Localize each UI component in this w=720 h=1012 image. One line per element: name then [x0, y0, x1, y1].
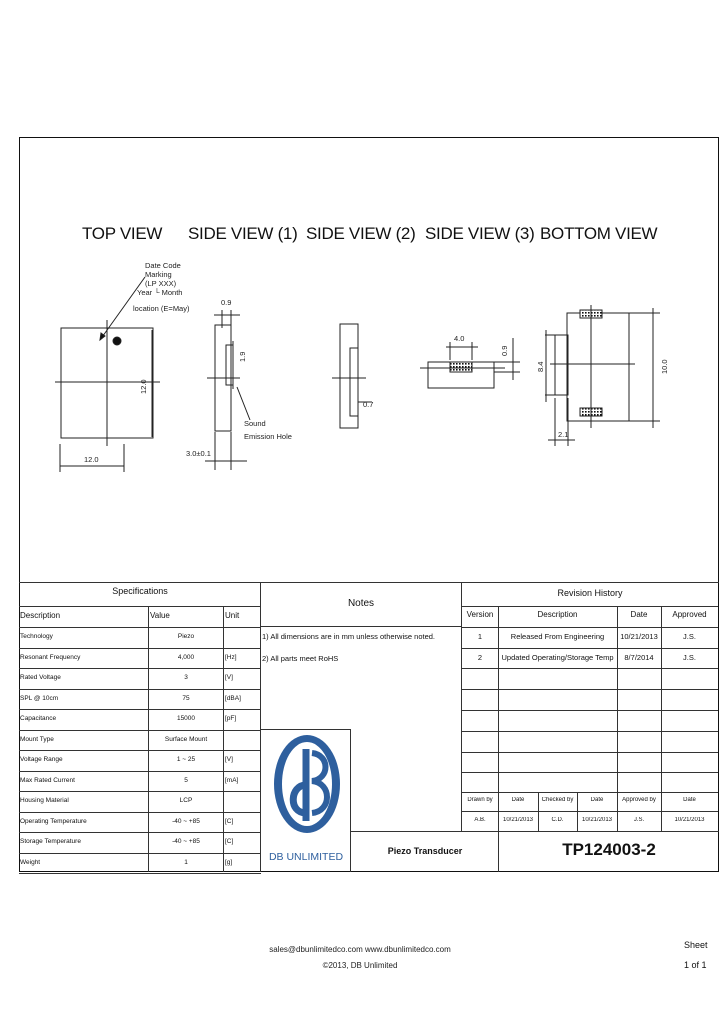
- spec-row-divider: [19, 771, 261, 772]
- revision-row-divider: [462, 772, 718, 773]
- spec-cell: 3: [184, 674, 188, 681]
- signoff-row-divider: [462, 811, 718, 812]
- signoff-header: Date: [590, 797, 604, 803]
- signoff-header: Drawn by: [467, 797, 493, 803]
- signoff-value: J.S.: [633, 817, 645, 823]
- spec-cell: Max Rated Current: [20, 776, 75, 784]
- revision-cell: J.S.: [683, 631, 696, 641]
- revision-cell: 10/21/2013: [620, 631, 658, 641]
- spec-cell: [dBA]: [225, 694, 241, 702]
- side-view-3-title: SIDE VIEW (3): [425, 224, 535, 243]
- side3-height-dim: 0.9: [500, 345, 509, 356]
- revision-row-divider: [462, 710, 718, 711]
- revision-column-header: Approved: [672, 610, 707, 619]
- revision-column-header: Version: [466, 610, 494, 619]
- logo-text: DB UNLIMITED: [268, 851, 344, 863]
- db-logo-icon: [268, 733, 346, 838]
- spec-row-divider: [19, 648, 261, 649]
- signoff-value: A.B.: [474, 817, 486, 823]
- bottom-outer-dim: 10.0: [660, 359, 669, 374]
- note-1: 1) All dimensions are in mm unless otherwise noted.: [262, 632, 435, 641]
- spec-cell: [Hz]: [225, 653, 237, 661]
- side1-total-dim: 3.0±0.1: [186, 449, 211, 458]
- bottom-view-title: BOTTOM VIEW: [540, 224, 658, 243]
- revision-history-title: Revision History: [557, 588, 623, 598]
- spec-cell: 4,000: [177, 653, 195, 661]
- revision-row-divider: [462, 752, 718, 753]
- top-height-dim: 12.0: [139, 379, 148, 394]
- sheet-label: Sheet: [684, 940, 708, 950]
- revision-row-divider: [462, 648, 718, 649]
- spec-cell: Voltage Range: [20, 756, 63, 763]
- bottom-inner-dim: 8.4: [536, 361, 545, 372]
- spec-cell: [V]: [225, 674, 233, 681]
- bottom-view: [545, 305, 660, 446]
- spec-column-header: Description: [20, 611, 61, 620]
- revision-column-header: Description: [537, 610, 578, 619]
- spec-cell: 15000: [176, 715, 196, 722]
- signoff-header: Date: [683, 797, 696, 803]
- revision-cell: Released From Engineering: [510, 631, 605, 641]
- marking-note-2: Marking: [145, 270, 172, 279]
- side-view-2: [332, 324, 372, 428]
- spec-cell: -40 ~ +85: [172, 817, 200, 825]
- side-view-3: [420, 338, 520, 388]
- side-view-2-title: SIDE VIEW (2): [306, 224, 416, 243]
- revision-row-divider: [462, 627, 718, 628]
- side2-gap-dim: 0.7: [363, 400, 374, 409]
- marking-note-5: location (E=May): [133, 304, 190, 313]
- marking-note-1: Date Code: [145, 261, 181, 270]
- revision-row-divider: [462, 668, 718, 669]
- notes-title: Notes: [347, 598, 375, 609]
- spec-row-divider: [19, 791, 261, 792]
- marking-note-3: (LP XXX): [145, 279, 177, 288]
- revision-cell: Updated Operating/Storage Temp: [501, 652, 614, 662]
- spec-row-divider: [19, 832, 261, 833]
- revision-cell: J.S.: [683, 652, 696, 662]
- signoff-header: Date: [511, 797, 525, 803]
- spec-row-divider: [19, 668, 261, 669]
- spec-row-divider: [19, 627, 261, 628]
- spec-cell: Piezo: [177, 633, 195, 640]
- spec-cell: 5: [184, 776, 188, 784]
- spec-cell: [V]: [225, 756, 233, 763]
- spec-cell: [C]: [225, 838, 234, 845]
- side1-thickness-dim: 0.9: [221, 298, 232, 307]
- signoff-value: 10/21/2013: [674, 817, 705, 823]
- spec-row-divider: [19, 709, 261, 710]
- side3-width-dim: 4.0: [454, 334, 465, 343]
- spec-cell: 1: [184, 858, 188, 866]
- revision-cell: 1: [477, 631, 483, 641]
- spec-cell: Rated Voltage: [20, 674, 61, 681]
- revision-row-divider: [462, 731, 718, 732]
- spec-cell: Housing Material: [20, 797, 69, 804]
- spec-cell: SPL @ 10cm: [20, 694, 59, 702]
- spec-cell: Capacitance: [20, 715, 57, 722]
- spec-cell: Technology: [20, 633, 53, 640]
- product-name: Piezo Transducer: [387, 846, 463, 856]
- revision-column-header: Date: [630, 610, 648, 619]
- spec-cell: LCP: [179, 797, 193, 804]
- footer-contact: sales@dbunlimitedco.com www.dbunlimitedco.com: [269, 945, 451, 954]
- spec-row-divider: [19, 873, 261, 874]
- spec-cell: 75: [182, 694, 190, 702]
- bottom-gap-dim: 2.1: [558, 430, 569, 439]
- spec-cell: [g]: [225, 858, 233, 866]
- top-view-title: TOP VIEW: [82, 224, 163, 243]
- part-number: TP124003-2: [562, 840, 656, 859]
- sound-hole-label-2: Emission Hole: [244, 432, 292, 441]
- footer-copyright: ©2013, DB Unlimited: [322, 961, 398, 970]
- spec-cell: Surface Mount: [164, 735, 208, 743]
- note-2: 2) All parts meet RoHS: [262, 654, 339, 663]
- spec-cell: Mount Type: [20, 735, 54, 743]
- spec-row-divider: [19, 853, 261, 854]
- sheet-value: 1 of 1: [684, 960, 707, 970]
- spec-cell: [mA]: [225, 776, 239, 784]
- side-view-1: [205, 310, 250, 470]
- top-width-dim: 12.0: [84, 455, 99, 464]
- spec-column-header: Value: [150, 611, 170, 620]
- side-view-1-title: SIDE VIEW (1): [188, 224, 298, 243]
- signoff-value: 10/21/2013: [502, 817, 534, 823]
- spec-cell: Resonant Frequency: [20, 653, 81, 661]
- spec-cell: Weight: [20, 858, 41, 866]
- spec-column-header: Unit: [225, 611, 240, 620]
- sound-hole-label-1: Sound: [244, 419, 266, 428]
- signoff-value: C.D.: [551, 817, 564, 823]
- marking-note-4: Year └ Month: [137, 288, 183, 297]
- specifications-title: Specifications: [112, 586, 168, 596]
- spec-row-divider: [19, 730, 261, 731]
- revision-row-divider: [462, 689, 718, 690]
- spec-cell: Operating Temperature: [20, 817, 87, 825]
- spec-row-divider: [19, 750, 261, 751]
- spec-row-divider: [19, 689, 261, 690]
- spec-cell: -40 ~ +85: [172, 838, 200, 845]
- revision-cell: 8/7/2014: [624, 652, 654, 662]
- spec-cell: 1 ~ 25: [176, 756, 196, 763]
- spec-row-divider: [19, 812, 261, 813]
- side1-hole-dim: 1.9: [238, 351, 247, 362]
- spec-cell: Storage Temperature: [20, 838, 81, 845]
- signoff-header: Approved by: [622, 797, 656, 803]
- spec-cell: [C]: [225, 817, 234, 825]
- signoff-header: Checked by: [541, 797, 574, 803]
- signoff-value: 10/21/2013: [581, 817, 613, 823]
- revision-cell: 2: [477, 652, 483, 662]
- spec-cell: [pF]: [225, 715, 237, 722]
